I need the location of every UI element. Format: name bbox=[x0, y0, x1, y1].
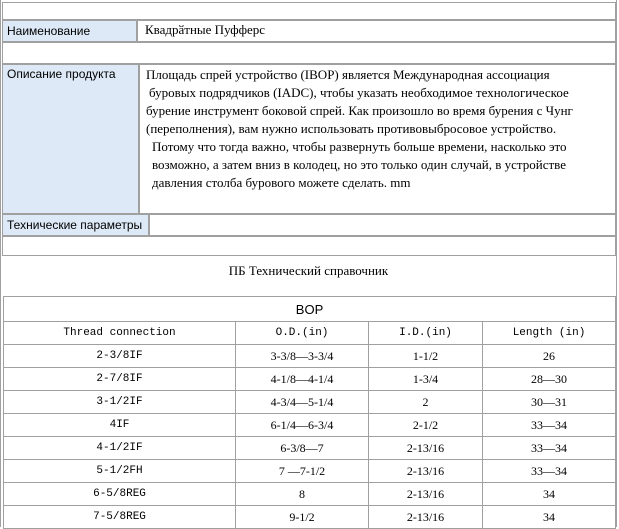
id-cell: 2-13/16 bbox=[369, 460, 483, 483]
table-row bbox=[4, 414, 616, 437]
product-description bbox=[146, 66, 573, 192]
table-row bbox=[4, 460, 616, 483]
od-cell: 8 bbox=[236, 483, 369, 506]
thread-connection-cell: 7-5/8REG bbox=[4, 506, 236, 529]
blank-cell bbox=[2, 236, 616, 256]
table-row bbox=[4, 368, 616, 391]
blank-cell bbox=[2, 42, 616, 64]
od-cell: 6-3/8—7 bbox=[236, 437, 369, 460]
tech-value-cell bbox=[149, 214, 616, 236]
length-cell: 30—31 bbox=[483, 391, 616, 414]
id-cell: 2-13/16 bbox=[369, 483, 483, 506]
name-value-cell bbox=[137, 20, 616, 42]
desc-line: возможно, а затем вниз в колодец, но это только один случай, в устройстве bbox=[152, 157, 566, 172]
length-cell: 34 bbox=[483, 483, 616, 506]
header-od: O.D.(in) bbox=[236, 322, 369, 345]
od-cell: 6-1/4—6-3/4 bbox=[236, 414, 369, 437]
table-row bbox=[4, 437, 616, 460]
reference-title: ПБ Технический справочник bbox=[228, 263, 389, 278]
table-caption: BOP bbox=[4, 297, 616, 322]
table-header-row bbox=[4, 322, 616, 345]
od-cell: 7 —7-1/2 bbox=[236, 460, 369, 483]
header-thread-connection: Thread connection bbox=[4, 322, 236, 345]
desc-line: (переполнения), вам нужно использовать противовыбросовое устройство. bbox=[146, 121, 557, 136]
desc-line: Площадь спрей устройство (IBOP) является Международная ассоциация bbox=[146, 67, 550, 82]
thread-connection-cell: 5-1/2FH bbox=[4, 460, 236, 483]
id-cell: 1-1/2 bbox=[369, 345, 483, 368]
header-length: Length (in) bbox=[483, 322, 616, 345]
table-row bbox=[4, 345, 616, 368]
length-cell: 26 bbox=[483, 345, 616, 368]
name-label-cell bbox=[2, 20, 137, 42]
blank-row-3 bbox=[2, 236, 616, 256]
thread-connection-cell: 2-7/8IF bbox=[4, 368, 236, 391]
tech-params-row bbox=[2, 214, 616, 236]
header-id: I.D.(in) bbox=[369, 322, 483, 345]
desc-label-cell bbox=[2, 64, 139, 214]
table-row bbox=[4, 506, 616, 529]
thread-connection-cell: 6-5/8REG bbox=[4, 483, 236, 506]
blank-row-2 bbox=[2, 42, 616, 64]
length-cell: 33—34 bbox=[483, 460, 616, 483]
desc-value-cell bbox=[139, 64, 616, 214]
desc-label: Описание продукта bbox=[7, 67, 116, 81]
table-row bbox=[4, 391, 616, 414]
od-cell: 9-1/2 bbox=[236, 506, 369, 529]
desc-line: буровых подрядчиков (IADC), чтобы указать необходимое технологическое bbox=[149, 85, 569, 100]
id-cell: 2-1/2 bbox=[369, 414, 483, 437]
length-cell: 34 bbox=[483, 506, 616, 529]
desc-line: бурение инструмент боковой спрей. Как произошло во время бурения с Чунг bbox=[146, 103, 573, 118]
description-row bbox=[2, 64, 616, 214]
id-cell: 1-3/4 bbox=[369, 368, 483, 391]
id-cell: 2-13/16 bbox=[369, 437, 483, 460]
od-cell: 4-1/8—4-1/4 bbox=[236, 368, 369, 391]
thread-connection-cell: 3-1/2IF bbox=[4, 391, 236, 414]
blank-cell bbox=[2, 2, 616, 20]
name-value: Квадрӑтные Пуфферс bbox=[145, 22, 266, 37]
od-cell: 3-3/8—3-3/4 bbox=[236, 345, 369, 368]
length-cell: 33—34 bbox=[483, 414, 616, 437]
id-cell: 2-13/16 bbox=[369, 506, 483, 529]
table-row bbox=[4, 483, 616, 506]
table-caption-row bbox=[4, 297, 616, 322]
id-cell: 2 bbox=[369, 391, 483, 414]
blank-row-top bbox=[2, 2, 616, 20]
desc-line: Потому что тогда важно, чтобы развернуть больше времени, насколько это bbox=[152, 139, 567, 154]
length-cell: 33—34 bbox=[483, 437, 616, 460]
od-cell: 4-3/4—5-1/4 bbox=[236, 391, 369, 414]
length-cell: 28—30 bbox=[483, 368, 616, 391]
tech-label: Технические параметры bbox=[7, 218, 143, 232]
tech-label-cell bbox=[2, 214, 149, 236]
thread-connection-cell: 4-1/2IF bbox=[4, 437, 236, 460]
thread-connection-cell: 2-3/8IF bbox=[4, 345, 236, 368]
bop-spec-table bbox=[3, 296, 616, 529]
name-label: Наименование bbox=[7, 24, 91, 38]
thread-connection-cell: 4IF bbox=[4, 414, 236, 437]
desc-line: давления столба бурового можете сделать. mm bbox=[152, 175, 411, 190]
name-row bbox=[2, 20, 616, 42]
